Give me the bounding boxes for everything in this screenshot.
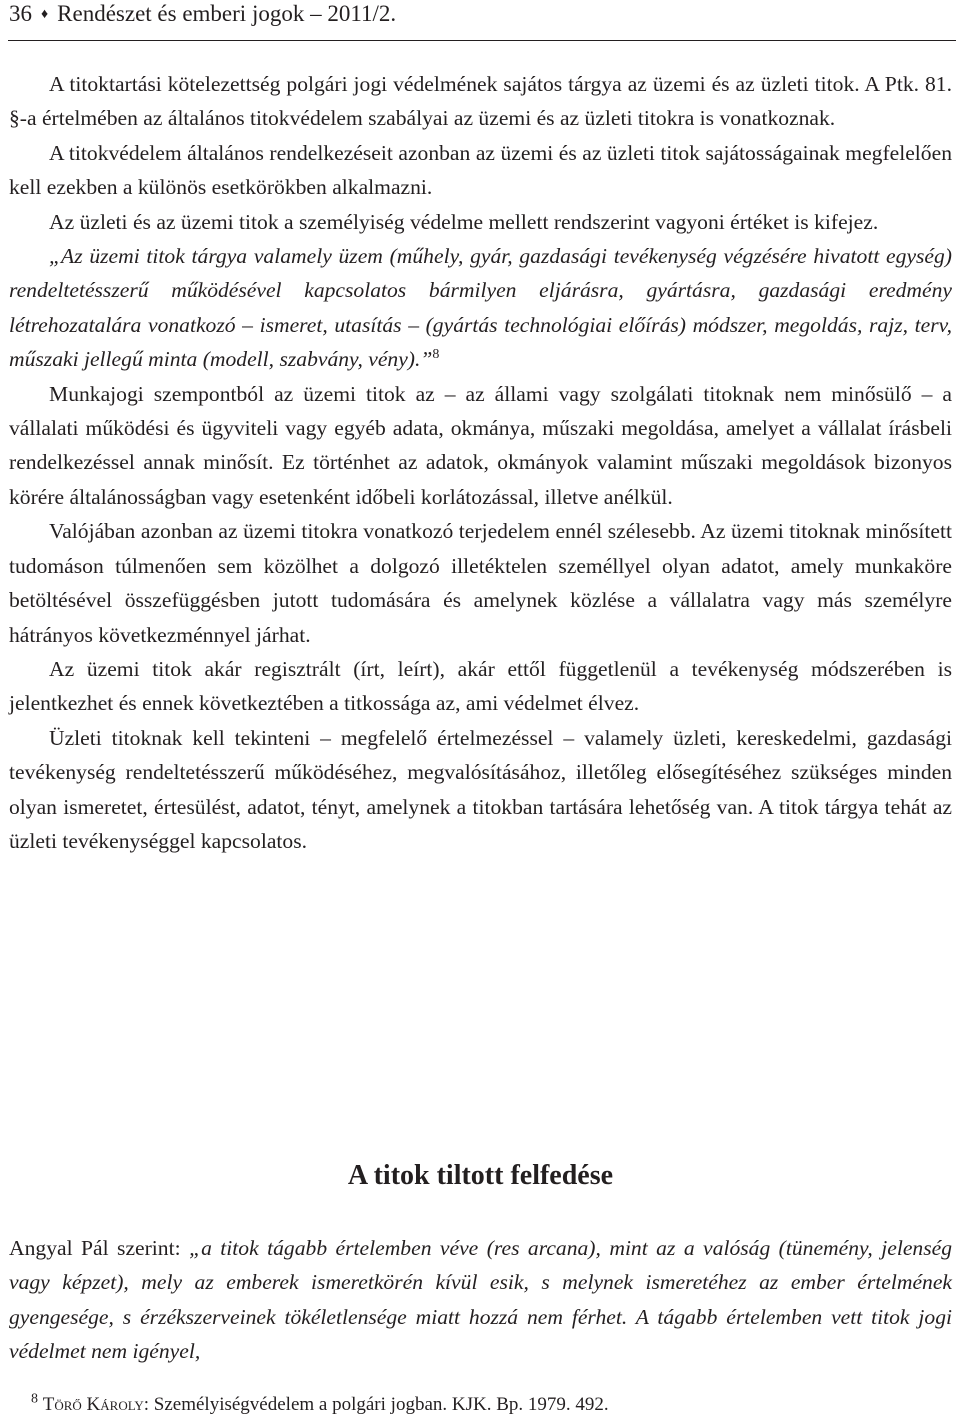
section-body [9,1231,952,1369]
page-number: 36 [9,1,32,26]
footnote [31,1389,609,1421]
journal-title: Rendészet és emberi jogok – 2011/2. [57,1,397,26]
quote-intro: Angyal Pál szerint: [9,1236,190,1260]
paragraph: Munkajogi szempontból az üzemi titok az – az állami vagy szolgálati titoknak nem minősülő – a vállalati működési és ügyviteli vagy egyéb adata, okmánya, műszaki megoldása, amelyet a vállalat írásbeli rendelkezéssel annak minősít. Ez történhet az adatok, okmányok valamint műszaki megoldások bizonyos körére általánosságban vagy esetenként időbeli korlátozással, illetve anélkül. [9,381,952,509]
paragraph [9,1231,952,1369]
italic-quote: „Az üzemi titok tárgya valamely üzem (műhely, gyár, gazdasági tevékenység végzésére hivatott egység) rendeltetésszerű működésével kapcsolatos bármilyen eljárásra, gyártásra, gazdasági eredmény létrehozatalára vonatkozó – ismeret, utasítás – (gyártás technológiai előírás) módszer, megoldás, rajz, terv, műszaki jellegű minta (modell, szabvány, vény).” [9,244,952,372]
italic-quote: „a titok tágabb értelemben véve (res arcana), mint az a valóság (tünemény, jelenség vagy képzet), mely az emberek ismeretkörén kívül esik, s melynek ismeretéhez az ember értelmének gyengesége, s érzékszerveinek tökéletlensége miatt hozzá nem férhet. A tágabb értelemben vett titok jogi védelmet nem igényel, [9,1236,953,1364]
footnote-author: Törő Károly [42,1394,144,1415]
paragraph: A titoktartási kötelezettség polgári jogi védelmének sajátos tárgya az üzemi és az üzleti titok. A Ptk. 81. §-a értelmében az általános titokvédelem szabályai az üzemi és az üzleti titokra is vonatkoznak. [9,72,952,131]
footnote-text: : Személyiségvédelem a polgári jogban. KJK. Bp. 1979. 492. [143,1394,609,1415]
paragraph: Valójában azonban az üzemi titokra vonatkozó terjedelem ennél szélesebb. Az üzemi titoknak minősített tudomáson túlmenően sem közölhet a dolgozó illetéktelen személlyel olyan adatot, amely munkaköre betöltésével összefüggésben jutott tudomására és amelynek közlése a vállalatra vagy más személyre hátrányos következménnyel járhat. [9,519,952,647]
paragraph: A titokvédelem általános rendelkezéseit azonban az üzemi és az üzleti titok sajátosságainak megfelelően kell ezekben a különös esetkörökben alkalmazni. [9,140,952,200]
body-text [9,67,952,858]
diamond-icon: ♦ [41,7,49,22]
section-heading: A titok tiltott felfedése [347,1160,614,1191]
paragraph: Az üzleti és az üzemi titok a személyiség védelme mellett rendszerint vagyoni értéket is kifejez. [49,209,879,234]
header-rule [8,40,956,41]
running-header [9,0,396,35]
footnote-reference: 8 [432,347,440,363]
paragraph: Az üzemi titok akár regisztrált (írt, leírt), akár ettől függetlenül a tevékenység módszerében is jelentkezhet és ennek következtében a titkossága az, ami védelmet élvez. [9,656,952,716]
paragraph: Üzleti titoknak kell tekinteni – megfelelő értelmezéssel – valamely üzleti, kereskedelmi, gazdasági tevékenység rendeltetésszerű működéséhez, megvalósításához, illetőleg elősegítéséhez szükséges minden olyan ismeretet, értesülést, adatot, tényt, amelynek a titokban tartására lehetőség van. A titok tárgya tehát az üzleti tevékenységgel kapcsolatos. [9,725,952,853]
quote-paragraph [9,239,952,377]
footnote-number: 8 [31,1391,38,1407]
